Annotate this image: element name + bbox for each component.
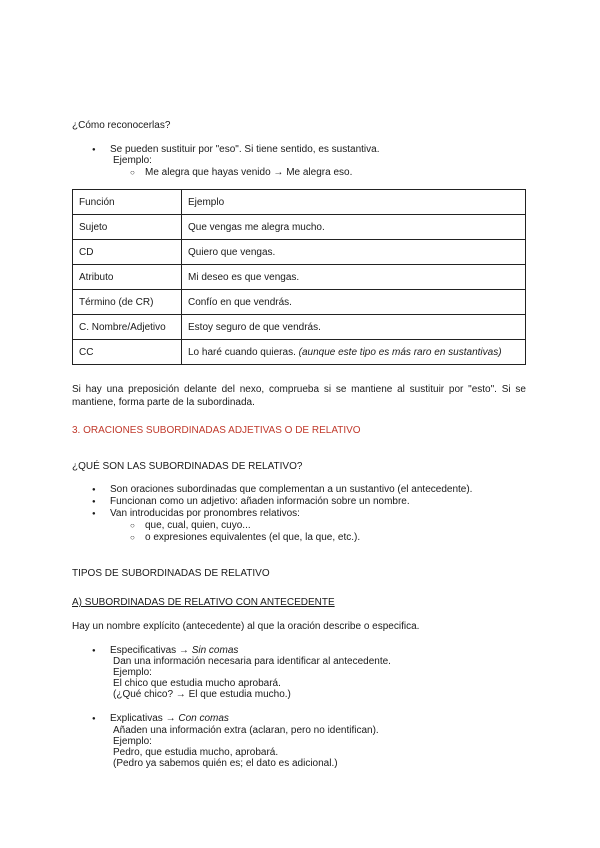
- cell-funcion: C. Nombre/Adjetivo: [73, 315, 182, 340]
- especificativas-line: Ejemplo:: [113, 667, 152, 678]
- explicativas-line: Ejemplo:: [113, 736, 152, 747]
- table-row: [73, 215, 526, 240]
- ejemplo-label: Ejemplo:: [113, 155, 152, 166]
- explicativas-line: (Pedro ya sabemos quién es; el dato es adicional.): [113, 758, 338, 769]
- explicativas-label-italic: Con comas: [178, 713, 229, 724]
- cell-funcion: CD: [73, 240, 182, 265]
- cell-funcion: CC: [73, 340, 182, 365]
- especificativas-line: (¿Qué chico? → El que estudia mucho.): [113, 689, 291, 700]
- cell-funcion: Término (de CR): [73, 290, 182, 315]
- subsection-a-intro: Hay un nombre explícito (antecedente) al que la oración describe o especifica.: [72, 621, 420, 632]
- explicativas-item: [110, 713, 229, 725]
- bullet-sustituir-eso: ● Se pueden sustituir por "eso". Si tiene sentido, es sustantiva.: [110, 144, 379, 156]
- especificativas-label: Especificativas →: [110, 645, 189, 656]
- list-item: ● Funcionan como un adjetivo: añaden información sobre un nombre.: [110, 496, 410, 508]
- cell-ejemplo: Confío en que vendrás.: [182, 290, 526, 315]
- list-item: ● Van introducidas por pronombres relativos:: [110, 508, 300, 520]
- tipos-title: TIPOS DE SUBORDINADAS DE RELATIVO: [72, 568, 270, 579]
- list-item: ● Son oraciones subordinadas que complementan a un sustantivo (el antecedente).: [110, 484, 472, 496]
- table-row: [73, 290, 526, 315]
- paragraph-preposicion: Si hay una preposición delante del nexo, comprueba si se mantiene al sustituir por "esto". Si se mantiene, forma parte de la subordinada.: [72, 384, 526, 408]
- cell-ejemplo: Estoy seguro de que vendrás.: [182, 315, 526, 340]
- explicativas-line: Añaden una información extra (aclaran, pero no identifican).: [113, 725, 379, 736]
- especificativas-label-italic: Sin comas: [191, 645, 239, 656]
- header-funcion: Función: [73, 190, 182, 215]
- table-row: [73, 240, 526, 265]
- question-que-son: ¿QUÉ SON LAS SUBORDINADAS DE RELATIVO?: [72, 461, 303, 472]
- sub-bullet-example: ○ Me alegra que hayas venido → Me alegra eso.: [145, 167, 352, 179]
- explicativas-label: Explicativas →: [110, 713, 176, 724]
- section-3-title: 3. ORACIONES SUBORDINADAS ADJETIVAS O DE RELATIVO: [72, 425, 361, 436]
- cell-ejemplo: Mi deseo es que vengas.: [182, 265, 526, 290]
- table-header-row: [73, 190, 526, 215]
- question-como-reconocer: ¿Cómo reconocerlas?: [72, 120, 171, 131]
- function-table: [72, 189, 526, 365]
- cell-funcion: Atributo: [73, 265, 182, 290]
- table-row: [73, 265, 526, 290]
- cell-ejemplo: Quiero que vengas.: [182, 240, 526, 265]
- table-row: [73, 340, 526, 365]
- header-ejemplo: Ejemplo: [182, 190, 526, 215]
- cell-ejemplo-note: (aunque este tipo es más raro en sustantivas): [298, 346, 502, 358]
- cell-ejemplo-text: Lo haré cuando quieras.: [188, 346, 296, 358]
- sub-list-item: ○ o expresiones equivalentes (el que, la que, etc.).: [145, 532, 360, 544]
- table-row: [73, 315, 526, 340]
- sub-list-item: ○ que, cual, quien, cuyo...: [145, 520, 251, 532]
- explicativas-line: Pedro, que estudia mucho, aprobará.: [113, 747, 279, 758]
- especificativas-line: El chico que estudia mucho aprobará.: [113, 678, 281, 689]
- cell-funcion: Sujeto: [73, 215, 182, 240]
- cell-ejemplo: Que vengas me alegra mucho.: [182, 215, 526, 240]
- especificativas-line: Dan una información necesaria para identificar al antecedente.: [113, 656, 391, 667]
- subsection-a-title: A) SUBORDINADAS DE RELATIVO CON ANTECEDENTE: [72, 597, 335, 608]
- cell-ejemplo: [182, 340, 526, 365]
